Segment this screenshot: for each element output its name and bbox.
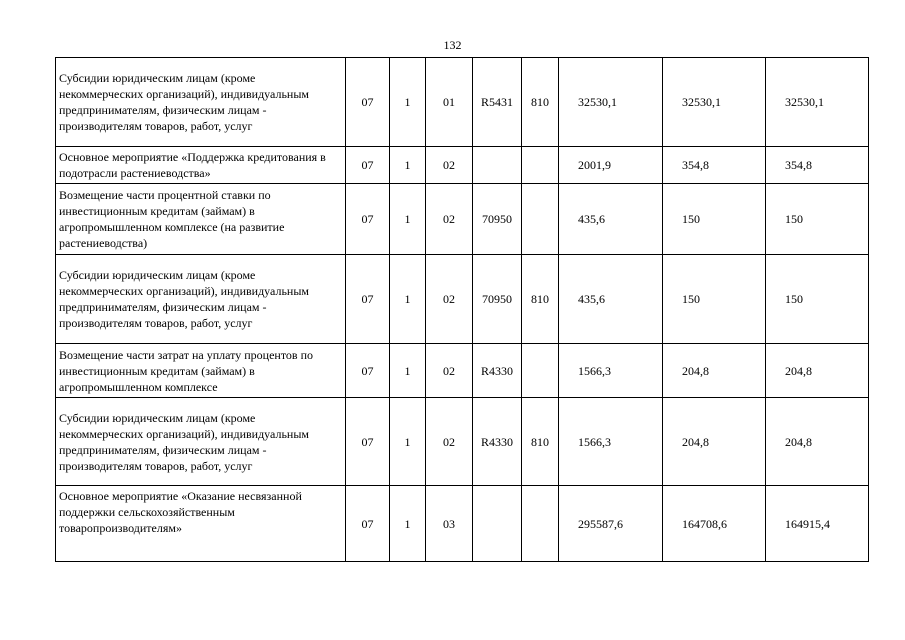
amount-1-cell: 1566,3	[559, 344, 663, 398]
row-name-cell: Субсидии юридическим лицам (кроме некоммерческих организаций), индивидуальным предпринимателям, физическим лицам - производителям товаров, работ, услуг	[56, 58, 346, 147]
amount-2-cell: 150	[663, 255, 766, 344]
page-number: 132	[443, 38, 462, 52]
program-code-cell: 1	[390, 344, 426, 398]
subprogram-code-cell: 02	[426, 255, 473, 344]
subprogram-code-cell: 02	[426, 344, 473, 398]
subprogram-code-cell: 02	[426, 184, 473, 255]
expense-type-cell	[522, 344, 559, 398]
amount-2-cell: 150	[663, 184, 766, 255]
table-row	[56, 255, 869, 344]
amount-1-cell: 295587,6	[559, 486, 663, 562]
target-code-cell	[473, 486, 522, 562]
table-row	[56, 486, 869, 562]
row-name-cell: Основное мероприятие «Оказание несвязанной поддержки сельскохозяйственным товаропроизводителям»	[56, 486, 346, 562]
target-code-cell	[473, 147, 522, 184]
target-code-cell: 70950	[473, 255, 522, 344]
table-row	[56, 58, 869, 147]
expense-type-cell	[522, 147, 559, 184]
table-row	[56, 398, 869, 486]
amount-2-cell: 204,8	[663, 344, 766, 398]
amount-2-cell: 354,8	[663, 147, 766, 184]
subprogram-code-cell: 02	[426, 398, 473, 486]
amount-3-cell: 32530,1	[766, 58, 869, 147]
program-code-cell: 1	[390, 255, 426, 344]
amount-2-cell: 32530,1	[663, 58, 766, 147]
subprogram-code-cell: 03	[426, 486, 473, 562]
table-row	[56, 344, 869, 398]
amount-1-cell: 435,6	[559, 184, 663, 255]
row-name-cell: Субсидии юридическим лицам (кроме некоммерческих организаций), индивидуальным предпринимателям, физическим лицам - производителям товаров, работ, услуг	[56, 255, 346, 344]
target-code-cell: R5431	[473, 58, 522, 147]
expense-type-cell	[522, 184, 559, 255]
program-code-cell: 1	[390, 58, 426, 147]
subprogram-code-cell: 02	[426, 147, 473, 184]
program-code-cell: 1	[390, 486, 426, 562]
expense-type-cell: 810	[522, 58, 559, 147]
target-code-cell: R4330	[473, 344, 522, 398]
ministry-code-cell: 07	[346, 184, 390, 255]
ministry-code-cell: 07	[346, 147, 390, 184]
subprogram-code-cell: 01	[426, 58, 473, 147]
row-name-cell: Возмещение части процентной ставки по инвестиционным кредитам (займам) в агропромышленном комплексе (на развитие растениеводства)	[56, 184, 346, 255]
budget-table	[55, 57, 869, 562]
row-name-cell: Возмещение части затрат на уплату процентов по инвестиционным кредитам (займам) в агропромышленном комплексе	[56, 344, 346, 398]
amount-1-cell: 435,6	[559, 255, 663, 344]
amount-3-cell: 354,8	[766, 147, 869, 184]
amount-1-cell: 32530,1	[559, 58, 663, 147]
amount-2-cell: 164708,6	[663, 486, 766, 562]
amount-1-cell: 1566,3	[559, 398, 663, 486]
target-code-cell: 70950	[473, 184, 522, 255]
row-name-cell: Основное мероприятие «Поддержка кредитования в подотрасли растениеводства»	[56, 147, 346, 184]
program-code-cell: 1	[390, 147, 426, 184]
amount-3-cell: 164915,4	[766, 486, 869, 562]
amount-3-cell: 204,8	[766, 398, 869, 486]
table-row	[56, 147, 869, 184]
expense-type-cell	[522, 486, 559, 562]
target-code-cell: R4330	[473, 398, 522, 486]
table-row	[56, 184, 869, 255]
amount-3-cell: 204,8	[766, 344, 869, 398]
ministry-code-cell: 07	[346, 344, 390, 398]
program-code-cell: 1	[390, 398, 426, 486]
ministry-code-cell: 07	[346, 486, 390, 562]
program-code-cell: 1	[390, 184, 426, 255]
row-name-cell: Субсидии юридическим лицам (кроме некоммерческих организаций), индивидуальным предпринимателям, физическим лицам - производителям товаров, работ, услуг	[56, 398, 346, 486]
ministry-code-cell: 07	[346, 398, 390, 486]
ministry-code-cell: 07	[346, 255, 390, 344]
amount-2-cell: 204,8	[663, 398, 766, 486]
expense-type-cell: 810	[522, 255, 559, 344]
amount-3-cell: 150	[766, 255, 869, 344]
amount-3-cell: 150	[766, 184, 869, 255]
amount-1-cell: 2001,9	[559, 147, 663, 184]
ministry-code-cell: 07	[346, 58, 390, 147]
expense-type-cell: 810	[522, 398, 559, 486]
